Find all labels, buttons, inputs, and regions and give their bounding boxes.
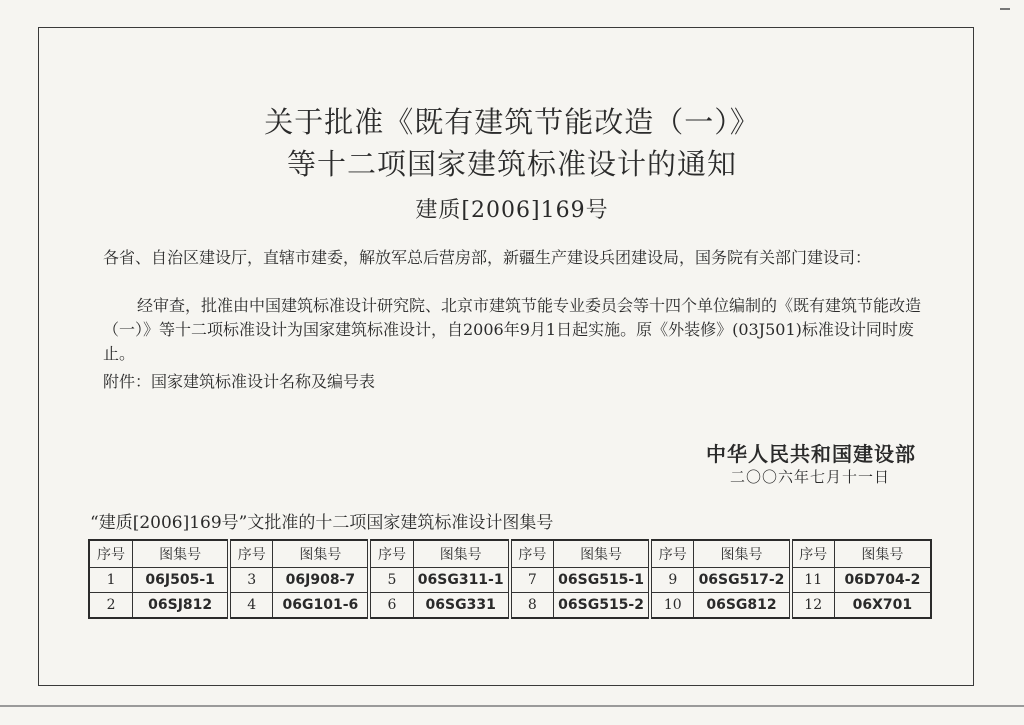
seq-cell: 12 xyxy=(791,593,835,619)
body-paragraph: 经审查，批准由中国建筑标准设计研究院、北京市建筑节能专业委员会等十四个单位编制的《既有建筑节能改造（一）》等十二项标准设计为国家建筑标准设计，自2006年9月1日起实施。原《外装修》(03J501)标准设计同时废止。 xyxy=(103,296,922,363)
seq-cell: 10 xyxy=(650,593,694,619)
atlas-code-cell: 06J505-1 xyxy=(133,568,230,593)
atlas-code-cell: 06SG311-1 xyxy=(413,568,510,593)
atlas-code-cell: 06SJ812 xyxy=(133,593,230,619)
atlas-code-cell: 06SG517-2 xyxy=(694,568,791,593)
seq-cell: 3 xyxy=(229,568,273,593)
table-caption: “建质[2006]169号”文批准的十二项国家建筑标准设计图集号 xyxy=(90,513,554,533)
header-seq: 序号 xyxy=(510,540,554,568)
atlas-code-cell: 06D704-2 xyxy=(834,568,931,593)
atlas-code-cell: 06G101-6 xyxy=(273,593,370,619)
seq-cell: 7 xyxy=(510,568,554,593)
header-seq: 序号 xyxy=(791,540,835,568)
atlas-code-cell: 06SG331 xyxy=(413,593,510,619)
seq-cell: 1 xyxy=(89,568,133,593)
header-seq: 序号 xyxy=(650,540,694,568)
header-atlas: 图集号 xyxy=(413,540,510,568)
seq-cell: 4 xyxy=(229,593,273,619)
header-atlas: 图集号 xyxy=(834,540,931,568)
issuer: 中华人民共和国建设部 xyxy=(706,442,916,466)
seq-cell: 5 xyxy=(369,568,413,593)
atlas-code-cell: 06SG515-1 xyxy=(553,568,650,593)
header-seq: 序号 xyxy=(369,540,413,568)
document-number: 建质[2006]169号 xyxy=(415,198,609,223)
seq-cell: 2 xyxy=(89,593,133,619)
table-row xyxy=(89,568,931,593)
atlas-code-cell: 06J908-7 xyxy=(273,568,370,593)
corner-mark xyxy=(1000,8,1010,18)
header-seq: 序号 xyxy=(89,540,133,568)
table-header-row xyxy=(89,540,931,568)
title-line-1: 关于批准《既有建筑节能改造（一）》 xyxy=(264,105,760,139)
header-atlas: 图集号 xyxy=(553,540,650,568)
header-seq: 序号 xyxy=(229,540,273,568)
issue-date: 二〇〇六年七月十一日 xyxy=(729,468,890,486)
table-row xyxy=(89,593,931,619)
atlas-number-table xyxy=(88,539,932,619)
attachment-line: 附件：国家建筑标准设计名称及编号表 xyxy=(103,372,376,391)
title-line-2: 等十二项国家建筑标准设计的通知 xyxy=(286,147,737,181)
atlas-code-cell: 06SG515-2 xyxy=(553,593,650,619)
atlas-code-cell: 06X701 xyxy=(834,593,931,619)
seq-cell: 11 xyxy=(791,568,835,593)
header-atlas: 图集号 xyxy=(133,540,230,568)
seq-cell: 8 xyxy=(510,593,554,619)
header-atlas: 图集号 xyxy=(694,540,791,568)
atlas-code-cell: 06SG812 xyxy=(694,593,791,619)
page-edge xyxy=(0,705,1024,707)
seq-cell: 9 xyxy=(650,568,694,593)
seq-cell: 6 xyxy=(369,593,413,619)
header-atlas: 图集号 xyxy=(273,540,370,568)
recipients-paragraph: 各省、自治区建设厅，直辖市建委，解放军总后营房部，新疆生产建设兵团建设局，国务院有关部门建设司： xyxy=(103,248,872,267)
